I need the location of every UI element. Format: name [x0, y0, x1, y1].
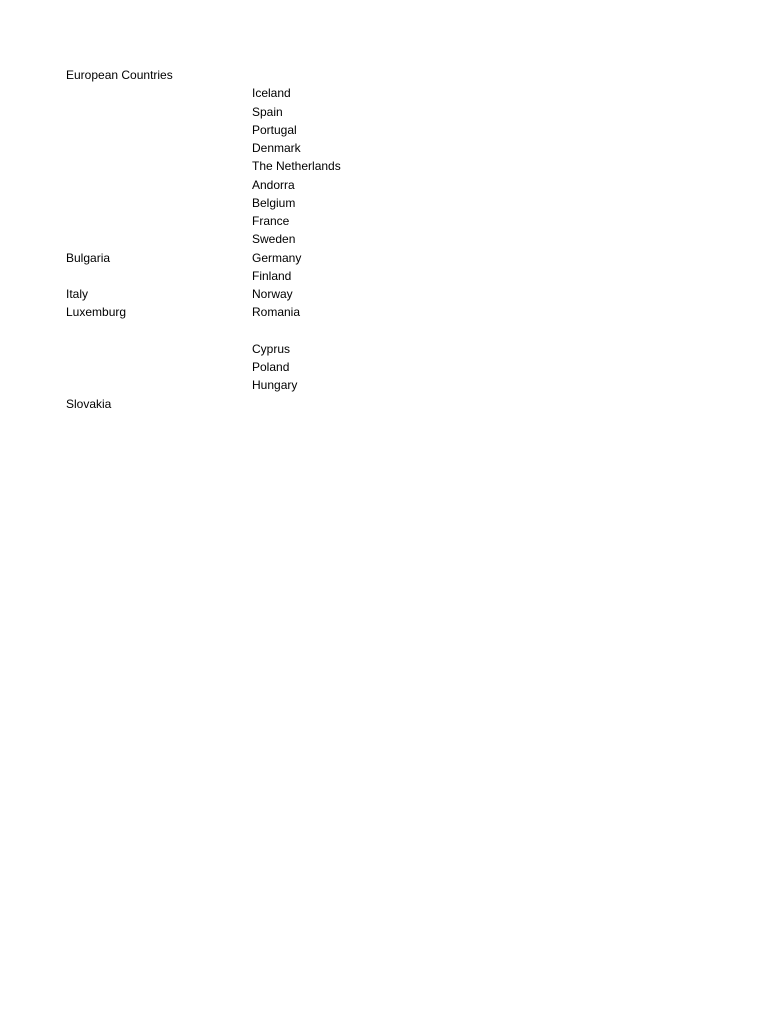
sheet-row — [66, 66, 706, 84]
cell-col-a[interactable]: Luxemburg — [66, 305, 127, 320]
cell-col-b[interactable]: Hungary — [252, 378, 298, 393]
cell-col-b[interactable]: Belgium — [252, 195, 296, 210]
cell-col-a[interactable]: Bulgaria — [66, 250, 111, 265]
cell-col-b[interactable]: France — [252, 214, 290, 228]
sheet-row — [66, 157, 706, 175]
sheet-row — [66, 267, 706, 285]
cell-col-b[interactable]: Poland — [252, 360, 290, 374]
spreadsheet-page — [66, 66, 706, 413]
cell-col-b[interactable]: Romania — [252, 305, 301, 320]
sheet-row — [66, 103, 706, 121]
sheet-row — [66, 84, 706, 102]
cell-col-b[interactable]: Sweden — [252, 232, 296, 247]
sheet-row — [66, 340, 706, 358]
sheet-row — [66, 249, 706, 267]
sheet-row — [66, 139, 706, 157]
sheet-row — [66, 176, 706, 194]
cell-col-a[interactable]: European Countries — [66, 68, 173, 82]
sheet-row — [66, 285, 706, 303]
sheet-row — [66, 230, 706, 248]
cell-col-b[interactable]: The Netherlands — [252, 159, 341, 174]
sheet-row — [66, 376, 706, 394]
sheet-row — [66, 303, 706, 321]
cell-col-b[interactable]: Iceland — [252, 86, 291, 101]
sheet-row — [66, 194, 706, 212]
sheet-row — [66, 395, 706, 413]
cell-col-a[interactable]: Slovakia — [66, 396, 112, 411]
cell-col-b[interactable]: Norway — [252, 287, 293, 301]
sheet-row — [66, 358, 706, 376]
cell-col-b[interactable]: Spain — [252, 104, 283, 119]
sheet-row — [66, 212, 706, 230]
cell-col-b[interactable]: Andorra — [252, 177, 295, 192]
cell-col-b[interactable]: Germany — [252, 250, 302, 265]
cell-col-a[interactable]: Italy — [66, 287, 89, 301]
sheet-row — [66, 322, 706, 340]
sheet-row — [66, 121, 706, 139]
cell-col-b[interactable]: Finland — [252, 268, 292, 283]
cell-col-b[interactable]: Cyprus — [252, 341, 291, 356]
cell-col-b[interactable]: Portugal — [252, 122, 297, 137]
cell-col-b[interactable]: Denmark — [252, 141, 301, 155]
